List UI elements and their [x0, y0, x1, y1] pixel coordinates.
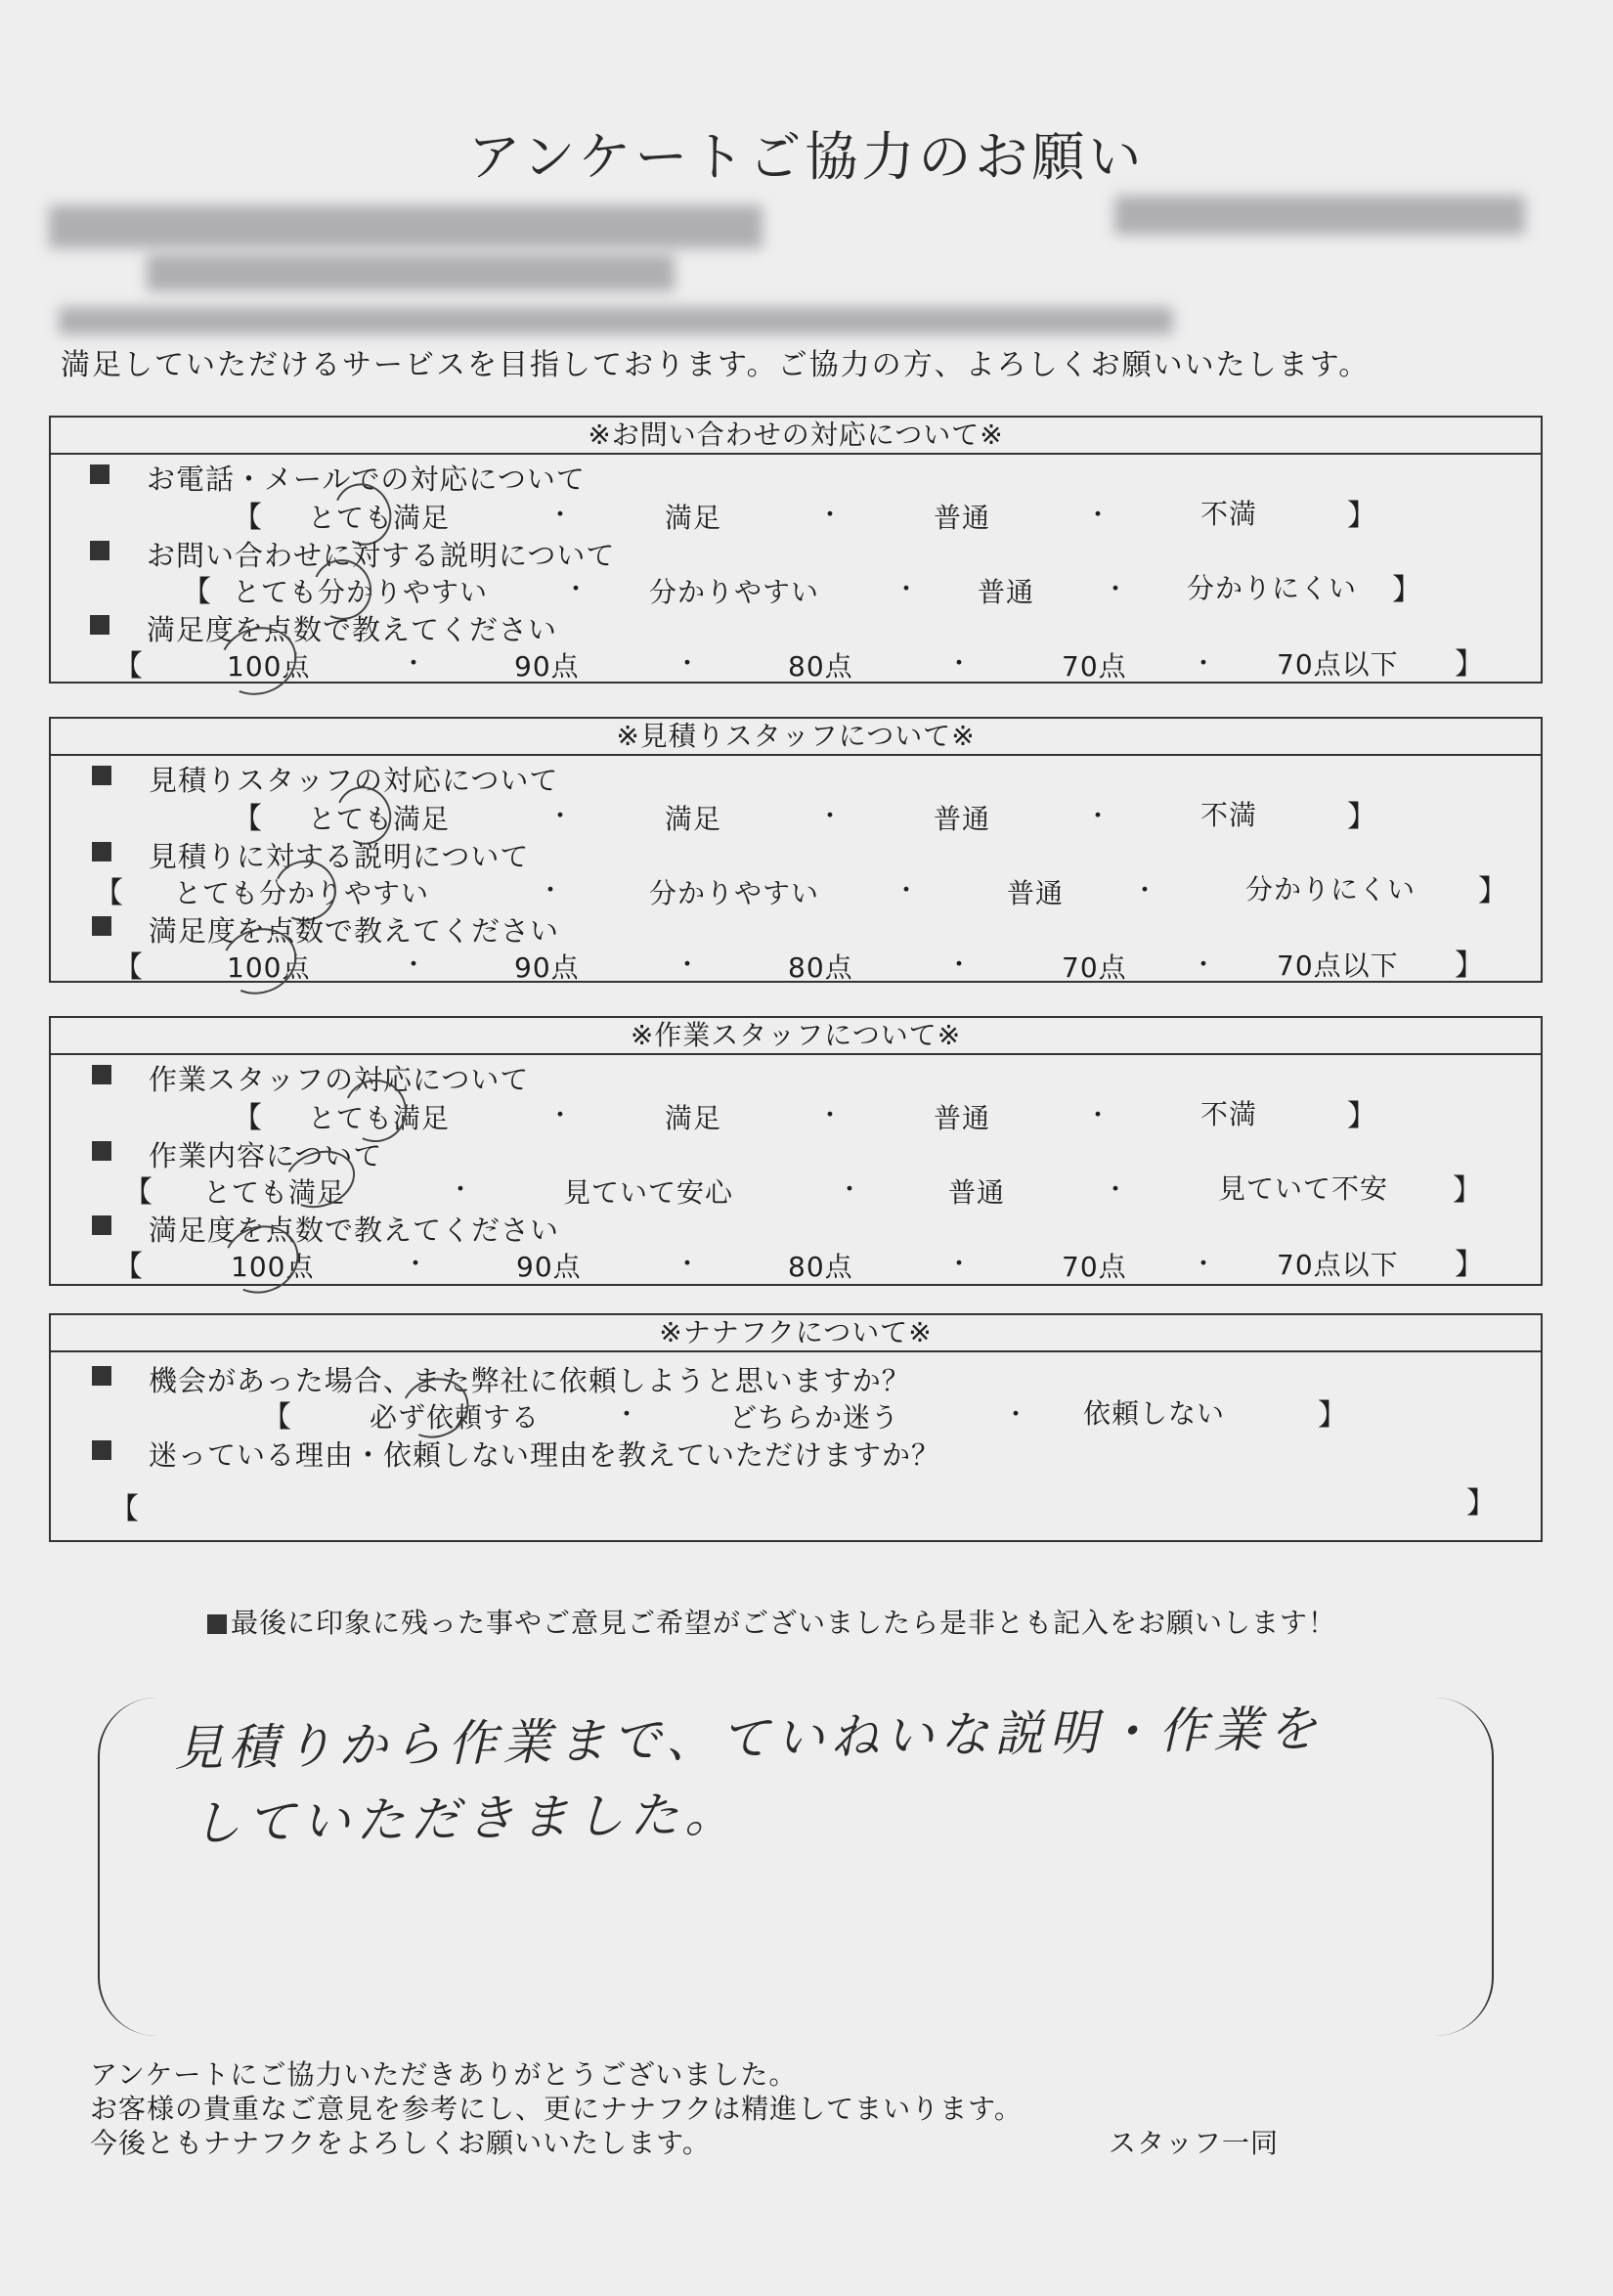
option[interactable]: 普通: [948, 1176, 1006, 1209]
option[interactable]: 普通: [934, 803, 991, 835]
option[interactable]: 100点: [231, 1251, 315, 1283]
option[interactable]: 70点: [1062, 650, 1127, 683]
option[interactable]: とても分かりやすい: [233, 576, 489, 608]
separator: ・: [547, 501, 574, 530]
bracket-open: 【: [109, 1492, 139, 1526]
separator: ・: [894, 575, 920, 604]
bracket-close: 】: [1347, 800, 1376, 834]
separator: ・: [675, 950, 701, 980]
separator: ・: [401, 649, 427, 679]
separator: ・: [1191, 950, 1217, 980]
bracket-close: 】: [1347, 499, 1376, 533]
separator: ・: [817, 802, 844, 831]
separator: ・: [946, 649, 973, 679]
option[interactable]: 不満: [1200, 1098, 1258, 1130]
separator: ・: [1103, 1175, 1129, 1205]
bracket-close: 】: [1478, 874, 1507, 908]
option[interactable]: 分かりにくい: [1245, 873, 1417, 905]
footer-text: [90, 2057, 1023, 2160]
bracket-close: 】: [1455, 647, 1484, 682]
option[interactable]: 不満: [1200, 799, 1258, 831]
question-estimate-staff: 見積りスタッフの対応について: [149, 759, 558, 799]
question-work-staff: 作業スタッフの対応について: [149, 1058, 529, 1098]
footer-line: アンケートにご協力いただきありがとうございました。: [90, 2058, 798, 2091]
separator: ・: [817, 1101, 844, 1130]
question-work-content: 作業内容について: [149, 1134, 382, 1174]
separator: ・: [1003, 1400, 1029, 1430]
option[interactable]: 100点: [227, 650, 311, 683]
bracket-close: 】: [1392, 573, 1421, 607]
separator: ・: [614, 1400, 640, 1430]
bracket-close: 】: [1455, 1248, 1484, 1282]
question-score: 満足度を点数で教えてください: [149, 909, 559, 949]
question-phone-mail: お電話・メールでの対応について: [147, 458, 586, 498]
bracket-close: 】: [1466, 1486, 1496, 1521]
question-score: 満足度を点数で教えてください: [149, 1209, 559, 1249]
handwritten-comment-line1: 見積りから作業まで、ていねいな説明・作業を: [173, 1700, 1324, 1778]
option[interactable]: 70点: [1062, 951, 1127, 984]
option[interactable]: 見ていて安心: [563, 1176, 734, 1209]
option[interactable]: 分かりにくい: [1187, 572, 1358, 604]
bracket-open: 【: [113, 649, 143, 684]
separator: ・: [1085, 1101, 1112, 1130]
option[interactable]: 普通: [1007, 877, 1065, 909]
separator: ・: [1132, 876, 1158, 905]
bracket-open: 【: [94, 876, 123, 910]
option[interactable]: とても満足: [308, 502, 451, 534]
separator: ・: [675, 1250, 701, 1279]
option[interactable]: 90点: [516, 1251, 582, 1283]
option[interactable]: 分かりやすい: [649, 576, 820, 608]
option[interactable]: どちらか迷う: [729, 1401, 900, 1434]
bracket-close: 】: [1347, 1099, 1376, 1133]
separator: ・: [817, 501, 844, 530]
option[interactable]: 90点: [514, 951, 580, 984]
bullet-square-icon: [92, 1141, 111, 1161]
page-title: アンケートご協力のお願い: [467, 126, 1146, 184]
bracket-open: 【: [113, 950, 143, 985]
separator: ・: [894, 876, 920, 905]
option[interactable]: 依頼しない: [1083, 1397, 1226, 1430]
option[interactable]: 満足: [665, 1102, 722, 1134]
option[interactable]: 普通: [934, 1102, 991, 1134]
option[interactable]: とても満足: [308, 803, 451, 835]
intro-text: 満足していただけるサービスを目指しております。ご協力の方、よろしくお願いいたします。: [61, 348, 1371, 382]
staff-signature: スタッフ一同: [1109, 2127, 1280, 2159]
bullet-square-icon: [92, 1065, 111, 1084]
separator: ・: [675, 649, 701, 679]
option[interactable]: 100点: [227, 951, 311, 984]
question-score: 満足度を点数で教えてください: [147, 608, 557, 648]
option[interactable]: 必ず依頼する: [370, 1401, 541, 1434]
option[interactable]: 普通: [978, 576, 1035, 608]
separator: ・: [401, 950, 427, 980]
bullet-square-icon: [92, 766, 111, 785]
question-request-again: 機会があった場合、また弊社に依頼しようと思いますか？: [149, 1359, 911, 1399]
separator: ・: [1103, 575, 1129, 604]
bullet-square-icon: [90, 464, 109, 484]
redacted-intro-line: [59, 307, 1173, 334]
separator: ・: [538, 876, 564, 905]
bracket-open: 【: [182, 575, 211, 609]
separator: ・: [563, 575, 589, 604]
bullet-square-icon: [92, 1215, 111, 1235]
option[interactable]: 70点: [1062, 1251, 1127, 1283]
option[interactable]: 70点以下: [1277, 648, 1399, 681]
option[interactable]: 80点: [788, 951, 853, 984]
bullet-square-icon: [92, 1366, 111, 1386]
section-header: ※見積りスタッフについて※: [51, 719, 1541, 756]
question-reason: 迷っている理由・依頼しない理由を教えていただけますか？: [149, 1434, 940, 1474]
separator: ・: [1085, 802, 1112, 831]
question-inquiry-explanation: お問い合わせに対する説明について: [147, 534, 615, 574]
option[interactable]: 満足: [665, 803, 722, 835]
section-header: ※ナナフクについて※: [51, 1315, 1541, 1352]
bullet-square-icon: [90, 615, 109, 635]
bracket-open: 【: [113, 1250, 143, 1284]
separator: ・: [448, 1175, 474, 1205]
bullet-square-icon: [207, 1614, 227, 1634]
bullet-square-icon: [92, 916, 111, 936]
option[interactable]: 70点以下: [1277, 949, 1399, 982]
separator: ・: [837, 1175, 863, 1205]
bracket-open: 【: [233, 501, 262, 535]
comment-prompt: 最後に印象に残った事やご意見ご希望がございましたら是非とも記入をお願いします！: [207, 1602, 1336, 1641]
bracket-open: 【: [233, 802, 262, 836]
bracket-open: 【: [123, 1175, 153, 1210]
bullet-square-icon: [92, 1440, 111, 1460]
redacted-company-info: [49, 205, 763, 248]
separator: ・: [946, 950, 973, 980]
option[interactable]: とても分かりやすい: [174, 877, 430, 909]
option[interactable]: 不満: [1200, 498, 1258, 530]
option[interactable]: とても満足: [203, 1176, 346, 1209]
redacted-phone: [1114, 196, 1525, 235]
bullet-square-icon: [90, 541, 109, 560]
option[interactable]: 満足: [665, 502, 722, 534]
bracket-close: 】: [1455, 949, 1484, 983]
option[interactable]: 90点: [514, 650, 580, 683]
option[interactable]: 分かりやすい: [649, 877, 820, 909]
section-header: ※作業スタッフについて※: [51, 1018, 1541, 1055]
bracket-close: 】: [1453, 1173, 1482, 1208]
bracket-open: 【: [262, 1400, 291, 1435]
option[interactable]: とても満足: [308, 1102, 451, 1134]
redacted-address: [147, 254, 675, 291]
footer-line: 今後ともナナフクをよろしくお願いいたします。: [90, 2127, 711, 2159]
separator: ・: [1191, 1250, 1217, 1279]
bullet-square-icon: [92, 842, 111, 861]
section-header: ※お問い合わせの対応について※: [51, 418, 1541, 455]
option[interactable]: 普通: [934, 502, 991, 534]
separator: ・: [547, 1101, 574, 1130]
option[interactable]: 70点以下: [1277, 1249, 1399, 1281]
handwritten-comment-line2: していただきました。: [191, 1786, 740, 1852]
separator: ・: [403, 1250, 429, 1279]
option[interactable]: 見ていて不安: [1218, 1172, 1389, 1205]
option[interactable]: 80点: [788, 1251, 853, 1283]
bracket-open: 【: [233, 1101, 262, 1135]
separator: ・: [547, 802, 574, 831]
bracket-close: 】: [1318, 1398, 1347, 1433]
option[interactable]: 80点: [788, 650, 853, 683]
separator: ・: [946, 1250, 973, 1279]
separator: ・: [1191, 649, 1217, 679]
question-estimate-explanation: 見積りに対する説明について: [149, 835, 529, 875]
footer-line: お客様の貴重なご意見を参考にし、更にナナフクは精進してまいります。: [90, 2093, 1023, 2125]
separator: ・: [1085, 501, 1112, 530]
